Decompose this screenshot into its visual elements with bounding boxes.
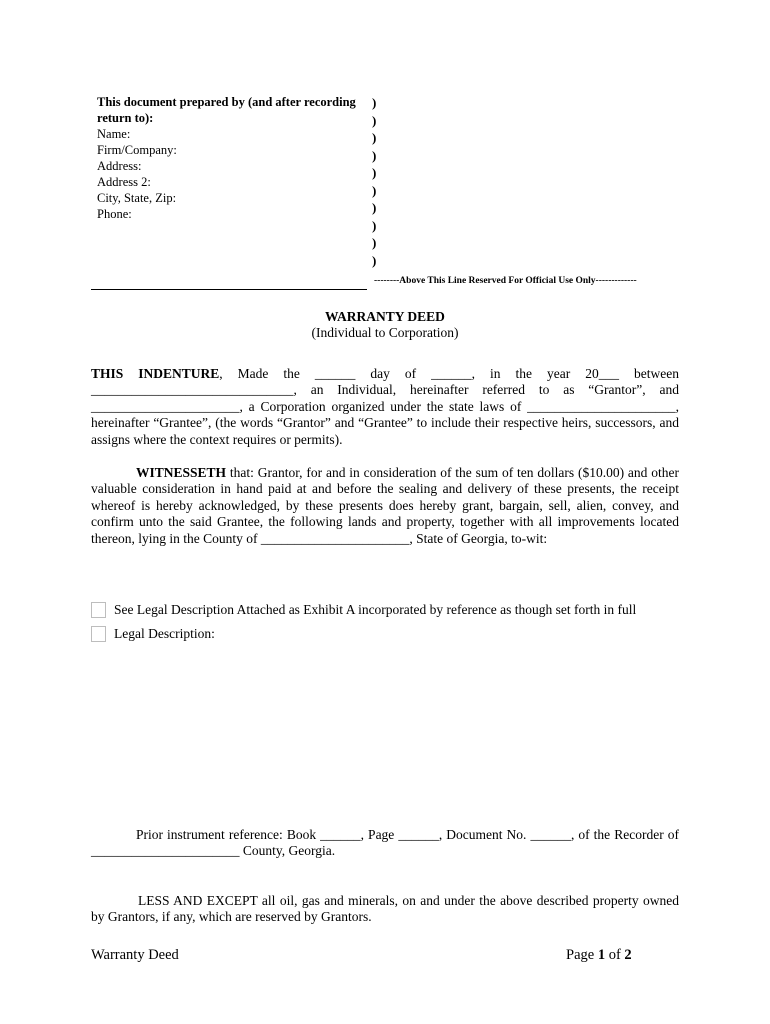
- witnesseth-paragraph: [91, 465, 679, 547]
- prepared-by-heading: This document prepared by (and after recording: [97, 95, 356, 109]
- field-firm-company: Firm/Company:: [97, 143, 177, 157]
- bracket-column: [372, 94, 376, 269]
- recording-divider-line: [91, 289, 367, 290]
- footer-page-number: [566, 947, 632, 964]
- bracket: ): [372, 200, 377, 215]
- checkbox-exhibit-a[interactable]: [91, 602, 106, 618]
- bracket: ): [372, 95, 377, 110]
- official-use-label: --------Above This Line Reserved For Official Use Only-------------: [374, 276, 637, 286]
- footer-page-word: Page: [566, 947, 595, 963]
- footer-page-total: 2: [624, 947, 632, 963]
- field-city-state-zip: City, State, Zip:: [97, 191, 177, 205]
- document-subtitle: (Individual to Corporation): [311, 325, 459, 340]
- footer-page-current: 1: [597, 947, 606, 963]
- bracket: ): [372, 112, 377, 128]
- bracket: ): [372, 252, 377, 268]
- prepared-by-block: [97, 94, 367, 222]
- field-phone: Phone:: [97, 207, 132, 221]
- indenture-lead: THIS INDENTURE: [91, 366, 220, 381]
- bracket: ): [372, 182, 377, 198]
- field-address: Address:: [97, 159, 142, 173]
- indenture-text: , Made the ______ day of ______, in the year 20___ between ______________________________, an Individual, hereinafter referred to as “Grantor”, and ______________________, a Corporation organized under the state laws of ______________________, hereinafter “Grantee”, (the words “Grantor” and “Grantee” to include their respective heirs, successors, and assigns where the context requires or permits).: [91, 366, 680, 447]
- less-except-paragraph: LESS AND EXCEPT all oil, gas and minerals, on and under the above described property owned by Grantors, if any, which are reserved by Grantors.: [91, 893, 679, 925]
- checkbox-legal-description[interactable]: [91, 626, 106, 642]
- option-exhibit-a-label: See Legal Description Attached as Exhibit A incorporated by reference as though set forth in full: [114, 602, 637, 617]
- bracket: ): [372, 130, 377, 145]
- option-exhibit-a[interactable]: [91, 602, 636, 618]
- prepared-by-heading-cont: return to):: [97, 111, 154, 125]
- indenture-paragraph: [91, 366, 679, 448]
- document-title: WARRANTY DEED: [325, 309, 445, 324]
- bracket: ): [372, 235, 377, 250]
- bracket: ): [372, 147, 377, 163]
- option-legal-description-label: Legal Description:: [114, 626, 215, 641]
- witnesseth-lead: WITNESSETH: [136, 465, 227, 480]
- witnesseth-text: that: Grantor, for and in consideration of the sum of ten dollars ($10.00) and other valuable consideration in hand paid at and before the sealing and delivery of these presents, the receipt whereof is hereby acknowledged, by these presents does hereby grant, bargain, sell, alien, convey, and confirm unto the said Grantee, the following lands and property, together with all improvements located thereon, lying in the County of ______________________, State of Georgia, to-wit:: [91, 465, 679, 546]
- bracket: ): [372, 217, 377, 233]
- field-address-2: Address 2:: [97, 175, 151, 189]
- footer-document-name: Warranty Deed: [91, 947, 179, 963]
- footer-page-of: of: [608, 947, 621, 963]
- bracket: ): [372, 165, 377, 180]
- prior-instrument-paragraph: Prior instrument reference: Book ______, Page ______, Document No. ______, of the Recorder of ______________________ County, Georgia.: [91, 827, 679, 859]
- field-name: Name:: [97, 127, 131, 141]
- option-legal-description[interactable]: [91, 626, 215, 642]
